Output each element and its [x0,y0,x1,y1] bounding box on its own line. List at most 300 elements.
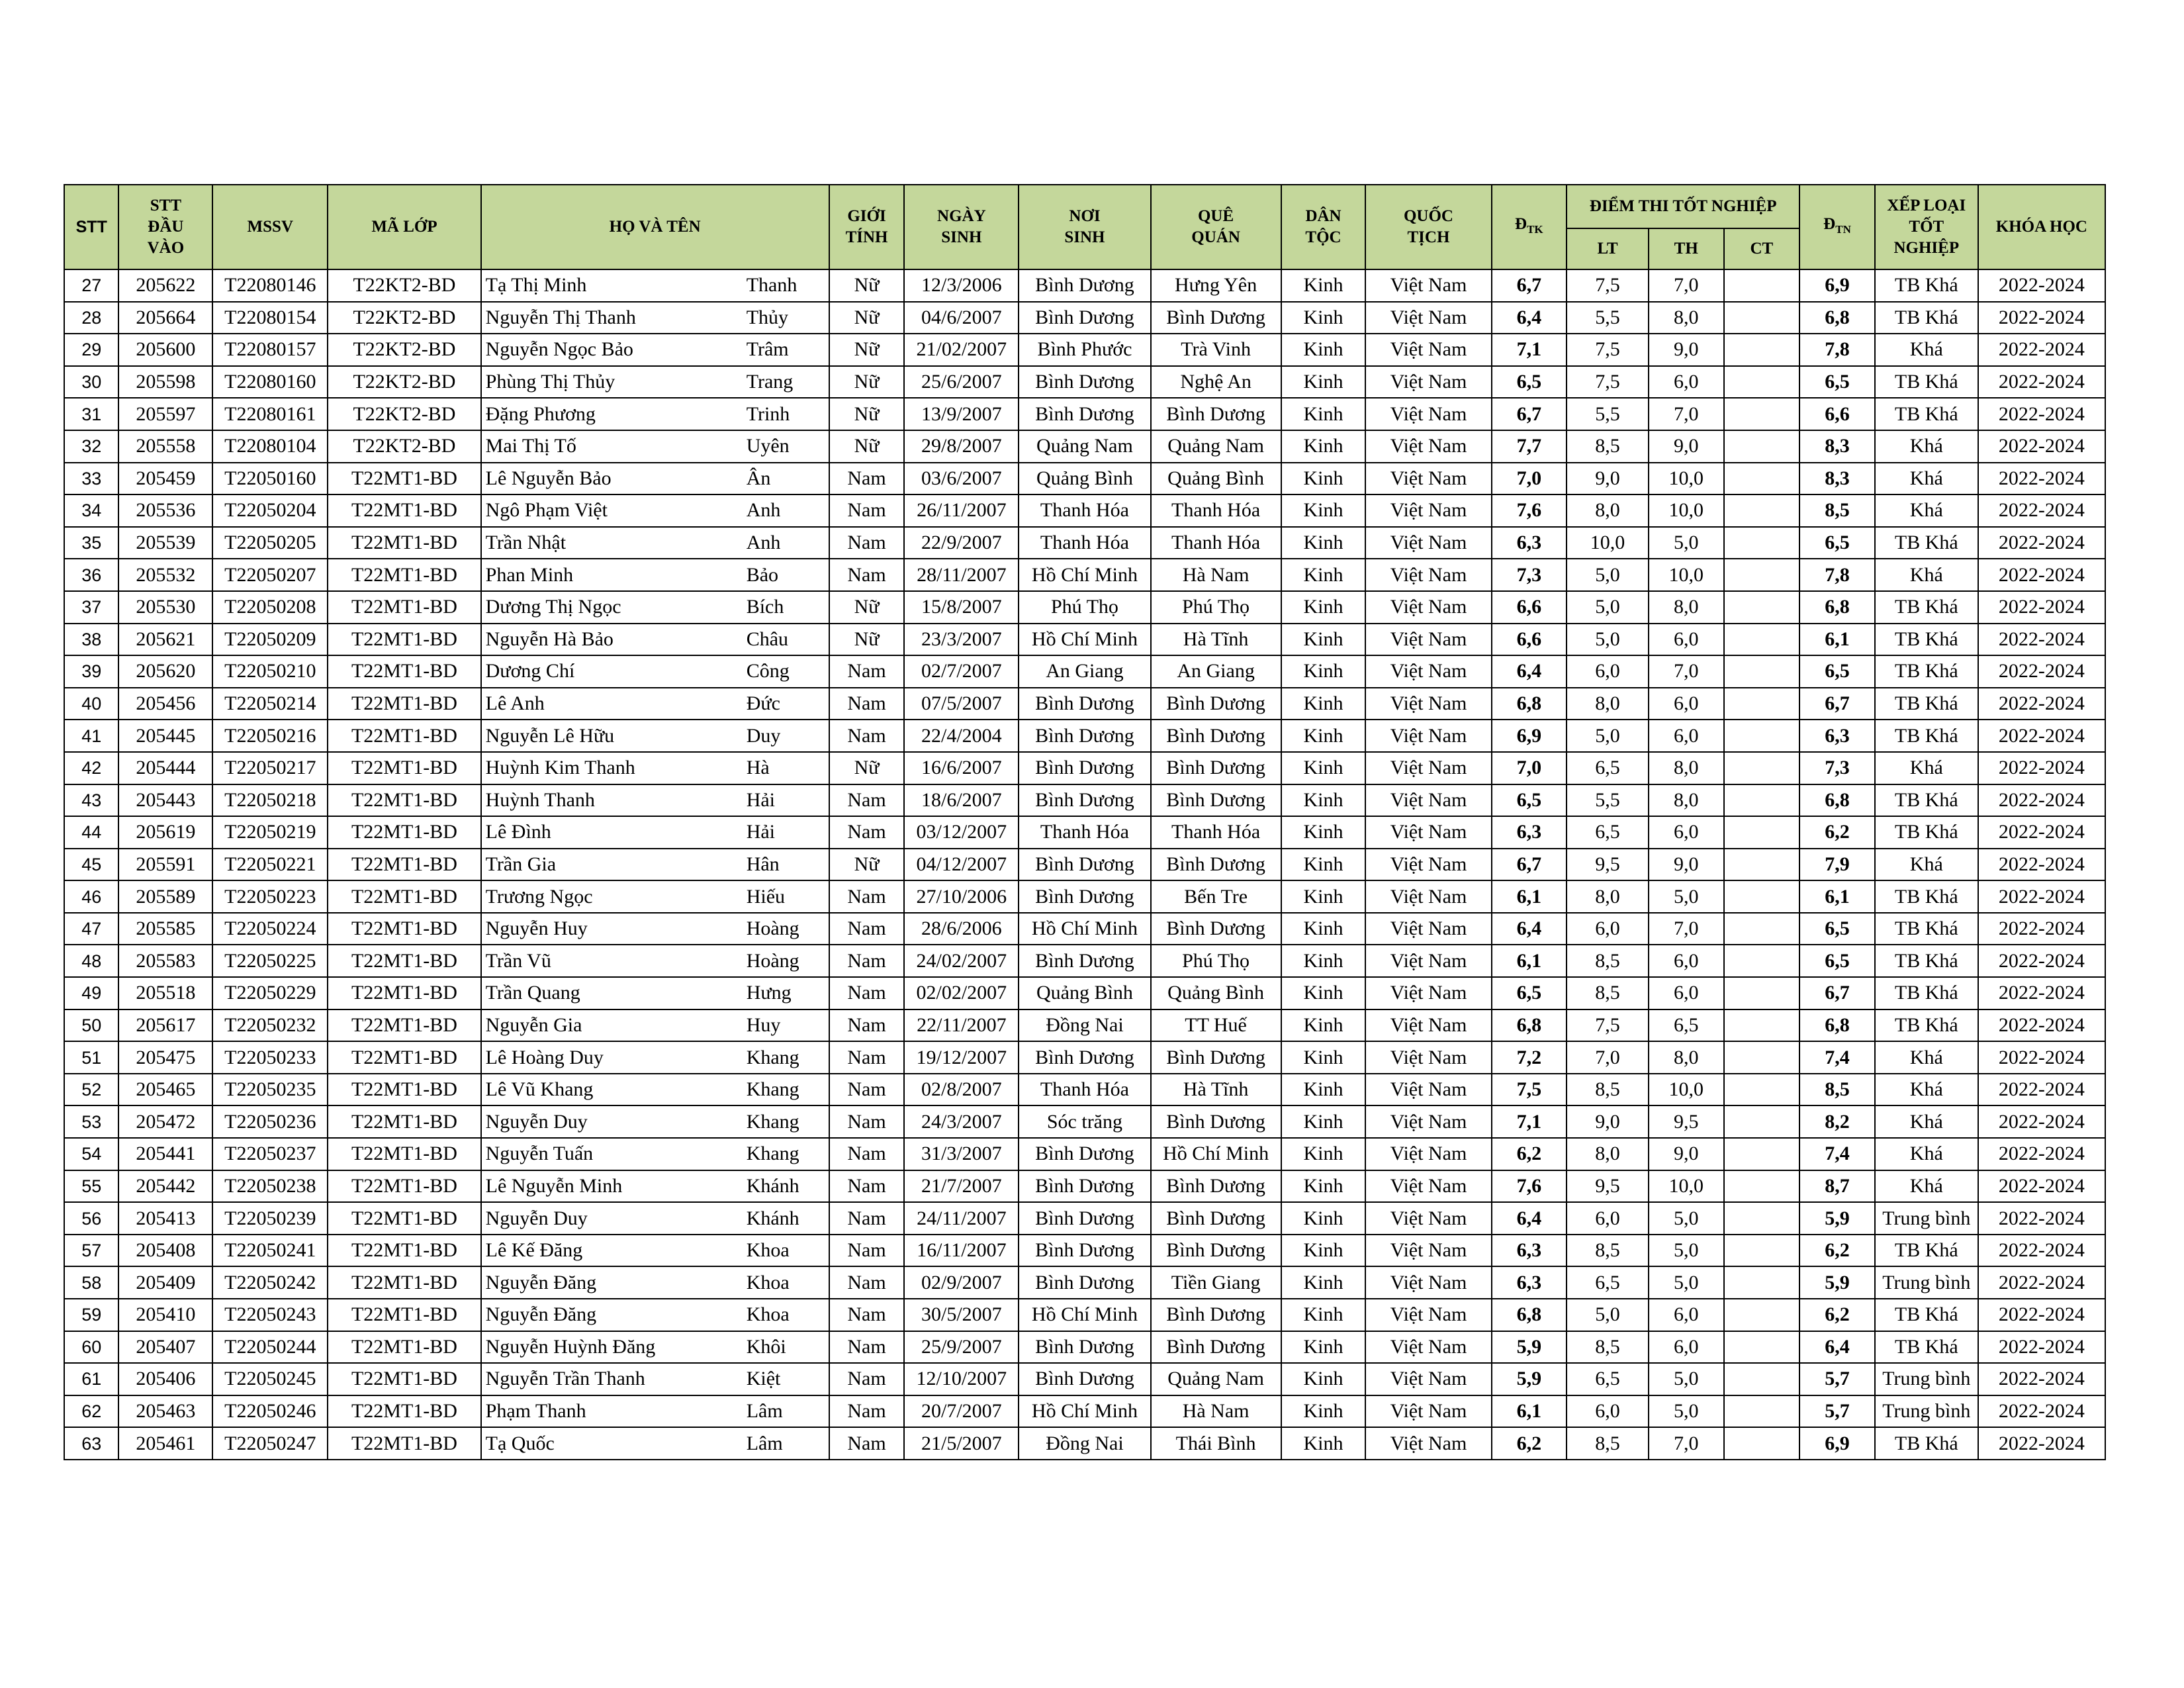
cell-mssv: T22050244 [212,1331,328,1364]
header-diem-thi: ĐIỂM THI TỐT NGHIỆP [1567,185,1799,228]
ho-va-ten-wrap [482,271,829,300]
cell-dtk: 6,8 [1492,688,1567,720]
cell-khoa-hoc: 2022-2024 [1978,1009,2105,1042]
cell-th: 7,0 [1649,913,1724,945]
cell-gioi-tinh: Nam [829,494,905,527]
cell-dan-toc: Kinh [1281,334,1366,366]
cell-ho-va-ten [481,1395,829,1428]
cell-ngay-sinh: 23/3/2007 [904,624,1019,656]
cell-quoc-tich: Việt Nam [1365,463,1491,495]
cell-noi-sinh: Bình Phước [1019,334,1150,366]
table-row [64,752,2105,784]
cell-khoa-hoc: 2022-2024 [1978,1266,2105,1299]
cell-ma-lop: T22MT1-BD [328,752,480,784]
cell-stt: 29 [64,334,118,366]
cell-quoc-tich: Việt Nam [1365,1202,1491,1235]
cell-dtk: 6,9 [1492,720,1567,752]
cell-lt: 5,5 [1567,398,1649,430]
cell-stt-dau-vao: 205536 [118,494,212,527]
cell-dtk: 7,7 [1492,430,1567,463]
cell-mssv: T22050245 [212,1363,328,1395]
cell-que-quan: Quảng Nam [1151,430,1281,463]
cell-ma-lop: T22MT1-BD [328,1041,480,1074]
cell-quoc-tich: Việt Nam [1365,784,1491,817]
cell-khoa-hoc: 2022-2024 [1978,849,2105,881]
cell-ct [1724,1202,1800,1235]
cell-stt-dau-vao: 205622 [118,269,212,302]
cell-gioi-tinh: Nữ [829,591,905,624]
cell-ngay-sinh: 21/7/2007 [904,1170,1019,1203]
cell-th: 9,0 [1649,430,1724,463]
cell-ten: Hải [746,788,776,811]
cell-quoc-tich: Việt Nam [1365,366,1491,399]
cell-dtn: 6,8 [1799,784,1875,817]
cell-ten: Ân [746,467,771,489]
cell-stt-dau-vao: 205410 [118,1299,212,1331]
cell-lt: 8,0 [1567,688,1649,720]
cell-ct [1724,302,1800,334]
cell-xep-loai: Khá [1875,430,1978,463]
cell-ho: Ngô Phạm Việt [485,499,608,522]
cell-dtk: 6,5 [1492,784,1567,817]
cell-mssv: T22050239 [212,1202,328,1235]
table-row [64,559,2105,591]
cell-dtn: 7,8 [1799,334,1875,366]
cell-que-quan: Hà Nam [1151,1395,1281,1428]
cell-stt-dau-vao: 205558 [118,430,212,463]
cell-lt: 5,0 [1567,559,1649,591]
cell-ngay-sinh: 13/9/2007 [904,398,1019,430]
ho-va-ten-wrap [482,1011,829,1040]
cell-lt: 9,5 [1567,849,1649,881]
table-row [64,880,2105,913]
cell-gioi-tinh: Nam [829,1395,905,1428]
cell-noi-sinh: Quảng Bình [1019,463,1150,495]
cell-dtk: 6,6 [1492,591,1567,624]
cell-mssv: T22080146 [212,269,328,302]
cell-quoc-tich: Việt Nam [1365,688,1491,720]
cell-mssv: T22080104 [212,430,328,463]
cell-ngay-sinh: 02/02/2007 [904,977,1019,1009]
cell-quoc-tich: Việt Nam [1365,1009,1491,1042]
cell-xep-loai: Khá [1875,1138,1978,1170]
cell-mssv: T22050238 [212,1170,328,1203]
cell-ct [1724,784,1800,817]
cell-ct [1724,463,1800,495]
cell-th: 9,0 [1649,334,1724,366]
cell-dan-toc: Kinh [1281,1235,1366,1267]
cell-khoa-hoc: 2022-2024 [1978,752,2105,784]
cell-que-quan: Phú Thọ [1151,591,1281,624]
cell-dtk: 6,4 [1492,913,1567,945]
table-row [64,430,2105,463]
cell-dan-toc: Kinh [1281,880,1366,913]
cell-gioi-tinh: Nam [829,655,905,688]
cell-ten: Khôi [746,1335,786,1358]
table-row [64,591,2105,624]
cell-quoc-tich: Việt Nam [1365,1427,1491,1460]
cell-stt: 54 [64,1138,118,1170]
cell-xep-loai: TB Khá [1875,784,1978,817]
cell-ngay-sinh: 02/9/2007 [904,1266,1019,1299]
ho-va-ten-wrap [482,528,829,557]
cell-dan-toc: Kinh [1281,559,1366,591]
cell-dtk: 6,5 [1492,366,1567,399]
cell-stt-dau-vao: 205442 [118,1170,212,1203]
cell-ho: Nguyễn Huy [485,917,588,940]
cell-ma-lop: T22MT1-BD [328,977,480,1009]
cell-quoc-tich: Việt Nam [1365,302,1491,334]
cell-ct [1724,977,1800,1009]
cell-khoa-hoc: 2022-2024 [1978,1363,2105,1395]
table-row [64,1427,2105,1460]
cell-ten: Khoa [746,1239,790,1262]
cell-stt-dau-vao: 205413 [118,1202,212,1235]
cell-stt-dau-vao: 205530 [118,591,212,624]
cell-ho: Nguyễn Tuấn [485,1143,594,1165]
cell-ngay-sinh: 20/7/2007 [904,1395,1019,1428]
cell-khoa-hoc: 2022-2024 [1978,269,2105,302]
cell-ct [1724,1041,1800,1074]
cell-dtk: 7,2 [1492,1041,1567,1074]
cell-th: 10,0 [1649,1074,1724,1106]
cell-lt: 6,5 [1567,1266,1649,1299]
cell-ngay-sinh: 16/6/2007 [904,752,1019,784]
cell-stt-dau-vao: 205619 [118,816,212,849]
cell-xep-loai: TB Khá [1875,720,1978,752]
cell-dan-toc: Kinh [1281,494,1366,527]
cell-ngay-sinh: 19/12/2007 [904,1041,1019,1074]
cell-mssv: T22050209 [212,624,328,656]
cell-que-quan: TT Huế [1151,1009,1281,1042]
cell-mssv: T22050216 [212,720,328,752]
cell-xep-loai: Trung bình [1875,1266,1978,1299]
cell-xep-loai: Khá [1875,1170,1978,1203]
cell-ct [1724,945,1800,977]
cell-dtn: 5,7 [1799,1395,1875,1428]
cell-ho: Phùng Thị Thủy [485,371,615,393]
cell-ten: Kiệt [746,1368,781,1390]
cell-ten: Bích [746,596,784,618]
cell-quoc-tich: Việt Nam [1365,977,1491,1009]
cell-khoa-hoc: 2022-2024 [1978,1202,2105,1235]
cell-gioi-tinh: Nam [829,527,905,559]
table-row [64,655,2105,688]
cell-stt-dau-vao: 205617 [118,1009,212,1042]
cell-khoa-hoc: 2022-2024 [1978,527,2105,559]
cell-mssv: T22050246 [212,1395,328,1428]
cell-stt-dau-vao: 205456 [118,688,212,720]
cell-dan-toc: Kinh [1281,1331,1366,1364]
cell-ten: Hoàng [746,949,799,972]
cell-stt-dau-vao: 205591 [118,849,212,881]
cell-dtn: 7,3 [1799,752,1875,784]
cell-noi-sinh: Bình Dương [1019,784,1150,817]
cell-khoa-hoc: 2022-2024 [1978,1138,2105,1170]
cell-ct [1724,1266,1800,1299]
cell-th: 9,0 [1649,849,1724,881]
cell-stt-dau-vao: 205407 [118,1331,212,1364]
cell-ho: Phan Minh [485,563,574,586]
cell-gioi-tinh: Nam [829,1009,905,1042]
cell-ho: Lê Anh [485,692,545,715]
cell-xep-loai: TB Khá [1875,302,1978,334]
cell-que-quan: Hà Nam [1151,559,1281,591]
cell-stt: 43 [64,784,118,817]
cell-dtn: 6,5 [1799,527,1875,559]
cell-stt-dau-vao: 205539 [118,527,212,559]
cell-noi-sinh: Sóc trăng [1019,1105,1150,1138]
cell-ct [1724,1105,1800,1138]
cell-th: 9,5 [1649,1105,1724,1138]
table-row [64,977,2105,1009]
cell-lt: 8,5 [1567,1235,1649,1267]
cell-que-quan: Hưng Yên [1151,269,1281,302]
cell-ngay-sinh: 21/02/2007 [904,334,1019,366]
cell-th: 6,0 [1649,1331,1724,1364]
cell-xep-loai: TB Khá [1875,913,1978,945]
ho-va-ten-wrap [482,786,829,815]
cell-ten: Khang [746,1078,799,1101]
cell-dtn: 6,3 [1799,720,1875,752]
cell-mssv: T22050210 [212,655,328,688]
cell-th: 6,0 [1649,816,1724,849]
cell-gioi-tinh: Nam [829,1041,905,1074]
cell-quoc-tich: Việt Nam [1365,752,1491,784]
cell-khoa-hoc: 2022-2024 [1978,1427,2105,1460]
cell-lt: 6,0 [1567,1395,1649,1428]
cell-ten: Khang [746,1143,799,1165]
cell-lt: 6,5 [1567,816,1649,849]
cell-xep-loai: TB Khá [1875,269,1978,302]
cell-ten: Khánh [746,1207,799,1229]
cell-dtn: 6,5 [1799,913,1875,945]
ho-va-ten-wrap [482,978,829,1008]
cell-xep-loai: TB Khá [1875,816,1978,849]
cell-noi-sinh: Bình Dương [1019,880,1150,913]
cell-stt: 33 [64,463,118,495]
cell-dan-toc: Kinh [1281,463,1366,495]
cell-khoa-hoc: 2022-2024 [1978,1170,2105,1203]
cell-ct [1724,591,1800,624]
table-row [64,302,2105,334]
cell-xep-loai: Khá [1875,752,1978,784]
cell-noi-sinh: Quảng Nam [1019,430,1150,463]
cell-dtk: 6,4 [1492,1202,1567,1235]
cell-ten: Đức [746,692,780,715]
ho-va-ten-wrap [482,1364,829,1393]
cell-xep-loai: Khá [1875,849,1978,881]
cell-ct [1724,752,1800,784]
cell-dan-toc: Kinh [1281,1074,1366,1106]
cell-ngay-sinh: 22/11/2007 [904,1009,1019,1042]
cell-ten: Lâm [746,1432,783,1454]
cell-ho: Dương Chí [485,660,575,682]
cell-ten: Trinh [746,402,790,425]
cell-mssv: T22080161 [212,398,328,430]
cell-ho-va-ten [481,1202,829,1235]
cell-dtk: 6,6 [1492,624,1567,656]
cell-th: 6,0 [1649,688,1724,720]
cell-lt: 5,5 [1567,302,1649,334]
cell-mssv: T22050214 [212,688,328,720]
cell-lt: 6,5 [1567,1363,1649,1395]
cell-ct [1724,430,1800,463]
cell-stt: 47 [64,913,118,945]
cell-quoc-tich: Việt Nam [1365,624,1491,656]
cell-que-quan: Bình Dương [1151,302,1281,334]
cell-gioi-tinh: Nam [829,977,905,1009]
cell-dan-toc: Kinh [1281,624,1366,656]
cell-quoc-tich: Việt Nam [1365,1041,1491,1074]
cell-dtn: 6,7 [1799,688,1875,720]
cell-gioi-tinh: Nam [829,1363,905,1395]
table-row [64,849,2105,881]
cell-que-quan: Thái Bình [1151,1427,1281,1460]
cell-ma-lop: T22MT1-BD [328,1202,480,1235]
cell-xep-loai: TB Khá [1875,655,1978,688]
cell-ten: Hải [746,821,776,843]
cell-noi-sinh: Bình Dương [1019,269,1150,302]
cell-stt: 39 [64,655,118,688]
cell-mssv: T22050229 [212,977,328,1009]
cell-ho-va-ten [481,559,829,591]
cell-gioi-tinh: Nam [829,913,905,945]
cell-quoc-tich: Việt Nam [1365,494,1491,527]
cell-dan-toc: Kinh [1281,1363,1366,1395]
cell-dan-toc: Kinh [1281,752,1366,784]
cell-dtn: 8,2 [1799,1105,1875,1138]
cell-ho-va-ten [481,1105,829,1138]
cell-stt: 34 [64,494,118,527]
cell-dtn: 6,5 [1799,655,1875,688]
cell-stt-dau-vao: 205459 [118,463,212,495]
cell-ma-lop: T22KT2-BD [328,366,480,399]
cell-quoc-tich: Việt Nam [1365,1105,1491,1138]
cell-noi-sinh: Bình Dương [1019,1138,1150,1170]
header-dtk [1492,185,1567,269]
cell-noi-sinh: Thanh Hóa [1019,494,1150,527]
cell-quoc-tich: Việt Nam [1365,1363,1491,1395]
cell-dan-toc: Kinh [1281,913,1366,945]
header-ct: CT [1724,228,1800,269]
cell-lt: 7,5 [1567,1009,1649,1042]
cell-ho-va-ten [481,494,829,527]
cell-th: 7,0 [1649,398,1724,430]
cell-ten: Duy [746,724,781,747]
cell-quoc-tich: Việt Nam [1365,945,1491,977]
cell-que-quan: Bình Dương [1151,688,1281,720]
cell-stt: 58 [64,1266,118,1299]
cell-th: 10,0 [1649,494,1724,527]
cell-ngay-sinh: 15/8/2007 [904,591,1019,624]
cell-ct [1724,494,1800,527]
cell-dtk: 6,1 [1492,1395,1567,1428]
cell-lt: 8,5 [1567,1331,1649,1364]
cell-ten: Hân [746,853,780,875]
cell-khoa-hoc: 2022-2024 [1978,784,2105,817]
cell-ho-va-ten [481,977,829,1009]
cell-quoc-tich: Việt Nam [1365,591,1491,624]
cell-khoa-hoc: 2022-2024 [1978,977,2105,1009]
cell-noi-sinh: Bình Dương [1019,1202,1150,1235]
cell-th: 8,0 [1649,302,1724,334]
cell-gioi-tinh: Nam [829,880,905,913]
cell-dtk: 6,1 [1492,880,1567,913]
cell-dan-toc: Kinh [1281,1170,1366,1203]
cell-dtn: 8,3 [1799,463,1875,495]
cell-lt: 9,5 [1567,1170,1649,1203]
cell-xep-loai: TB Khá [1875,977,1978,1009]
cell-ma-lop: T22MT1-BD [328,463,480,495]
cell-dtn: 6,5 [1799,366,1875,399]
ho-va-ten-wrap [482,657,829,686]
cell-ngay-sinh: 18/6/2007 [904,784,1019,817]
cell-ten: Bảo [746,563,779,586]
cell-ho: Trương Ngọc [485,885,593,908]
cell-ct [1724,334,1800,366]
header-dtn-sub: TN [1835,223,1851,236]
cell-ho-va-ten [481,1009,829,1042]
cell-ngay-sinh: 04/12/2007 [904,849,1019,881]
cell-khoa-hoc: 2022-2024 [1978,720,2105,752]
cell-ho: Huỳnh Thanh [485,788,595,811]
ho-va-ten-wrap [482,432,829,461]
cell-ct [1724,1170,1800,1203]
cell-dan-toc: Kinh [1281,1041,1366,1074]
cell-stt: 59 [64,1299,118,1331]
cell-quoc-tich: Việt Nam [1365,527,1491,559]
cell-th: 5,0 [1649,1266,1724,1299]
cell-gioi-tinh: Nam [829,1299,905,1331]
cell-xep-loai: TB Khá [1875,945,1978,977]
cell-ma-lop: T22MT1-BD [328,1363,480,1395]
cell-th: 8,0 [1649,752,1724,784]
cell-ma-lop: T22MT1-BD [328,591,480,624]
cell-ho-va-ten [481,398,829,430]
cell-ho: Đặng Phương [485,402,596,425]
cell-ho-va-ten [481,463,829,495]
cell-gioi-tinh: Nam [829,1105,905,1138]
cell-dtn: 7,4 [1799,1138,1875,1170]
cell-stt: 63 [64,1427,118,1460]
cell-stt: 57 [64,1235,118,1267]
cell-noi-sinh: Đồng Nai [1019,1009,1150,1042]
cell-ngay-sinh: 24/02/2007 [904,945,1019,977]
cell-noi-sinh: Đồng Nai [1019,1427,1150,1460]
cell-dtk: 7,6 [1492,1170,1567,1203]
cell-ho-va-ten [481,334,829,366]
cell-ho-va-ten [481,366,829,399]
header-ngay-sinh: NGÀY SINH [904,185,1019,269]
cell-dtk: 6,4 [1492,655,1567,688]
cell-khoa-hoc: 2022-2024 [1978,1105,2105,1138]
cell-ten: Lâm [746,1400,783,1423]
cell-stt-dau-vao: 205475 [118,1041,212,1074]
cell-ma-lop: T22KT2-BD [328,302,480,334]
cell-khoa-hoc: 2022-2024 [1978,430,2105,463]
cell-que-quan: An Giang [1151,655,1281,688]
table-row [64,1202,2105,1235]
cell-mssv: T22050241 [212,1235,328,1267]
cell-que-quan: Bến Tre [1151,880,1281,913]
cell-que-quan: Bình Dương [1151,1170,1281,1203]
cell-ten: Hà [746,757,770,779]
table-row [64,1009,2105,1042]
cell-ct [1724,816,1800,849]
cell-dtn: 6,2 [1799,816,1875,849]
cell-gioi-tinh: Nam [829,1074,905,1106]
